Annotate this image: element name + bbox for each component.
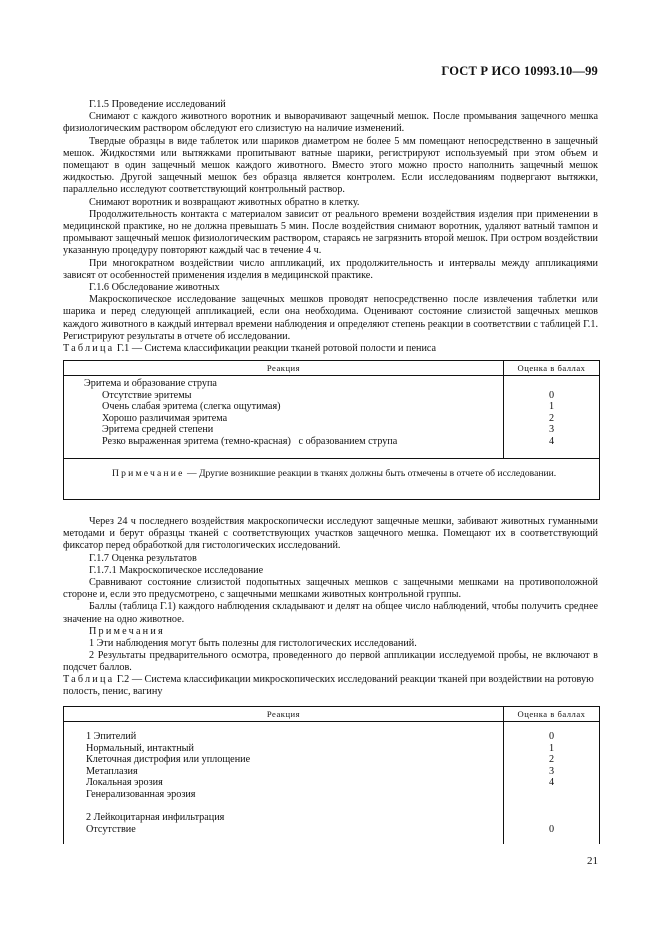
table2-col-reaction: Реакция [64,707,504,721]
paragraph: Твердые образцы в виде таблеток или шариков диаметром не более 5 мм помещают непосредственно в защечный мешок. Жидкостями или вытяжками пропитывают ватные шарики, регистрируют используемый при этом объем и помещают в один защечный мешок каждого животного. Вместо этого можно просто наполнить защечный мешок жидкостью. Другой защечный мешок без образца является контролем. Если исследованиям подвергают вытяжки, параллельно исследуют соответствующий контрольный раствор. [63,135,598,196]
table1-caption-text: Г.1 — Система классификации реакции тканей ротовой полости и пениса [116,343,437,354]
paragraph: Продолжительность контакта с материалом зависит от реального времени воздействия изделия при применении в медицинской практике, но не должна превышать 5 мин. После воздействия снимают воротник, удаляют ватный тампон и промывают защечный мешок физиологическим раствором, стараясь не загрязнить второй мешок. При остром воздействии указанную процедуру повторяют каждый час в течение 4 ч. [63,208,598,257]
notes-label: Примечания [89,625,165,637]
table2-row-label: Нормальный, интактный [86,742,194,754]
table2-row-score: 0 [548,731,555,742]
table1-row-score: 3 [548,424,555,436]
paragraph: Снимают воротник и возвращают животных обратно в клетку. [89,196,360,208]
table2-row-score: 4 [548,777,555,789]
table2-row-label: Клеточная дистрофия или уплощение [86,754,251,766]
paragraph: Через 24 ч последнего воздействия макроскопически исследуют защечные мешки, забивают животных гуманными методами и берут образцы тканей с соответствующих участков защечного мешка. Помещают их в соответствующий фиксатор перед обработкой для гистологических исследований. [63,516,598,552]
table1-body [64,376,599,459]
table1-row-score: 2 [548,412,555,424]
table1-row-score: 4 [548,435,555,447]
table2-row-label: Локальная эрозия [86,777,163,789]
paragraph: Сравнивают состояние слизистой подопытных защечных мешков с защечными мешками на противоположной стороне и, если это предусмотрено, с защечными мешками животных контрольной группы. [63,577,598,601]
table2-col-score: Оценка в баллах [517,709,586,719]
table2 [63,706,600,844]
table1-note [64,459,599,480]
section-g171-title: Г.1.7.1 Макроскопическое исследование [89,564,264,576]
table1-col-reaction: Реакция [64,361,504,375]
paragraph: Баллы (таблица Г.1) каждого наблюдения складывают и делят на общее число наблюдений, чтобы получить среднее значение на одно животное. [63,601,598,625]
table1-note-label: Примечание [112,468,185,479]
table2-caption-label: Таблица [63,674,115,685]
table1-caption-label: Таблица [63,343,115,354]
table2-row-score: 1 [548,742,555,754]
section-g15 [63,99,598,343]
page-number: 21 [587,855,598,867]
table2-header [64,707,599,722]
table2-row-score: 0 [548,823,555,835]
table1-note-text: — Другие возникшие реакции в тканях должны быть отмечены в отчете об исследовании. [184,468,557,479]
table2-group-title: 1 Эпителий [86,731,137,742]
table2-body [64,722,599,844]
table1-row-label: Резко выраженная эритема (темно-красная) с образованием струпа [102,435,398,447]
table1-group-title: Эритема и образование струпа [84,378,217,389]
table1-row-label: Эритема средней степени [102,424,214,436]
table2-row-label: Генерализованная эрозия [86,788,196,800]
table1-row-label: Отсутствие эритемы [102,389,192,401]
table1-header [64,361,599,376]
note-item: 1 Эти наблюдения могут быть полезны для гистологических исследований. [89,638,417,650]
section-g15-title: Г.1.5 Проведение исследований [89,99,226,110]
table2-row-label: Отсутствие [86,823,136,835]
table1-row-label: Хорошо различимая эритема [102,412,228,424]
section-g16-title: Г.1.6 Обследование животных [89,282,220,294]
table1-row-score: 1 [548,401,555,413]
page-header: ГОСТ Р ИСО 10993.10—99 [441,64,598,78]
table1-caption [63,343,598,355]
table2-group-title: 2 Лейкоцитарная инфильтрация [86,812,225,824]
table2-caption-text: Г.2 — Система классификации микроскопических исследований реакции тканей при воздействии на ротовую полость, пенис, вагину [63,674,594,698]
note-item: 2 Результаты предварительного осмотра, проведенного до первой аппликации исследуемой пробы, не включают в подсчет баллов. [63,650,598,674]
paragraph: Макроскопическое исследование защечных мешков проводят непосредственно после извлечения таблетки или шарика и перед следующей аппликацией, если она необходима. Оценивают состояние слизистой защечных мешков каждого животного в каждый интервал времени наблюдения и определяют степень реакции в соответствии с таблицей Г.1. Регистрируют результаты в отчете об исследовании. [63,294,598,342]
paragraph: Снимают с каждого животного воротник и выворачивают защечный мешок. После промывания защечного мешка физиологическим раствором обследуют его слизистую на наличие изменений. [63,111,598,135]
section-g17-title: Г.1.7 Оценка результатов [89,552,197,564]
table1-row-label: Очень слабая эритема (слегка ощутимая) [102,401,281,413]
table2-caption [63,674,598,698]
table2-row-label: Метаплазия [86,765,138,777]
table2-row-score: 2 [548,754,555,766]
paragraph: При многократном воздействии число аппликаций, их продолжительность и интервалы между аппликациями зависят от особенностей применения изделия в медицинской практике. [63,257,598,281]
table2-row-score: 3 [548,765,555,777]
table1-col-score: Оценка в баллах [517,363,586,373]
table1 [63,360,600,500]
table1-row-score: 0 [548,389,555,401]
section-g17 [63,516,598,675]
